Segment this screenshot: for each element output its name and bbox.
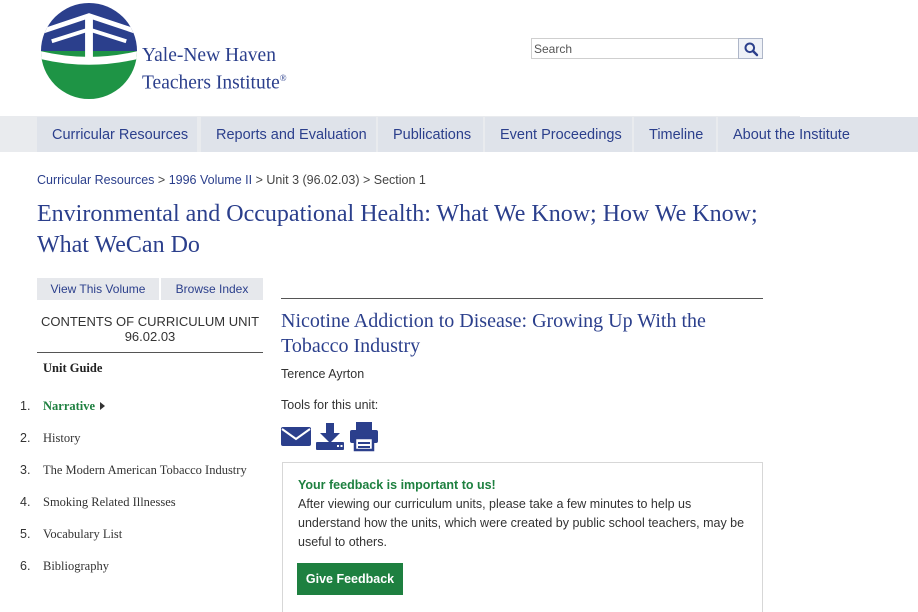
logo-line-1: Yale-New Haven [142,45,276,66]
toc-number: 4. [20,495,31,509]
toc-number: 3. [20,463,31,477]
site-header [0,0,800,116]
main-nav [0,116,850,152]
toc-label: Bibliography [43,558,109,573]
toc-number: 5. [20,527,31,541]
search-form [531,38,763,59]
nav-publications[interactable]: Publications [378,117,483,152]
toc-number: 6. [20,559,31,573]
volume-actions [37,278,263,300]
breadcrumb-separator: > [255,173,263,187]
breadcrumb [37,173,426,187]
nav-timeline[interactable]: Timeline [634,117,716,152]
nav-about[interactable]: About the Institute [718,117,918,152]
unit-author: Terence Ayrton [281,367,365,381]
breadcrumb-volume[interactable]: 1996 Volume II [168,173,253,187]
feedback-text: After viewing our curriculum units, please take a few minutes to help us understand how the units, which were created by public school teachers, may be useful to others. [298,497,745,549]
download-icon[interactable] [315,421,345,451]
page-title: Environmental and Occupational Health: What We Know; How We Know; What WeCan Do [37,201,758,258]
toc-label: Vocabulary List [43,526,123,541]
envelope-icon[interactable] [281,421,311,451]
institute-logo[interactable] [40,2,138,100]
breadcrumb-unit: Unit 3 (96.02.03) [266,173,360,187]
toc-item-illnesses[interactable] [20,492,176,512]
divider [37,352,263,353]
search-input[interactable] [531,38,739,59]
toc-item-vocabulary[interactable] [20,524,122,544]
search-icon [744,42,758,56]
view-volume-button[interactable]: View This Volume [37,278,159,300]
search-button[interactable] [738,38,763,59]
feedback-panel [282,462,763,612]
unit-title: Nicotine Addiction to Disease: Growing Up With the Tobacco Industry [281,310,706,357]
toc-label: Narrative [43,398,96,413]
nav-event-proceedings[interactable]: Event Proceedings [485,117,632,152]
feedback-title: Your feedback is important to us! [298,478,496,492]
toc-item-narrative[interactable] [20,396,105,416]
toc-number: 2. [20,431,31,445]
browse-index-button[interactable]: Browse Index [161,278,263,300]
toc-item-modern-industry[interactable] [20,460,247,480]
breadcrumb-separator: > [362,173,371,187]
toc-label: History [43,430,81,445]
unit-guide-link[interactable]: Unit Guide [43,361,103,375]
toc-item-history[interactable] [20,428,81,448]
toc-item-bibliography[interactable] [20,556,109,576]
give-feedback-button[interactable]: Give Feedback [297,563,403,595]
toc-label: The Modern American Tobacco Industry [43,462,247,477]
contents-heading: CONTENTS OF CURRICULUM UNIT 96.02.03 [40,314,260,344]
logo-line-2: Teachers Institute [142,72,280,94]
nav-curricular-resources[interactable]: Curricular Resources [37,117,197,152]
nav-reports-evaluation[interactable]: Reports and Evaluation [201,117,376,152]
toc-label: Smoking Related Illnesses [43,494,176,509]
print-icon[interactable] [349,421,379,451]
divider [281,298,763,299]
tools-label: Tools for this unit: [281,398,379,412]
toc-number: 1. [20,399,31,413]
breadcrumb-curricular-resources[interactable]: Curricular Resources [37,173,155,187]
logo-text[interactable] [142,44,287,95]
caret-right-icon [100,402,105,410]
registered-mark: ® [279,73,287,83]
breadcrumb-section: Section 1 [373,173,426,187]
breadcrumb-separator: > [157,173,166,187]
